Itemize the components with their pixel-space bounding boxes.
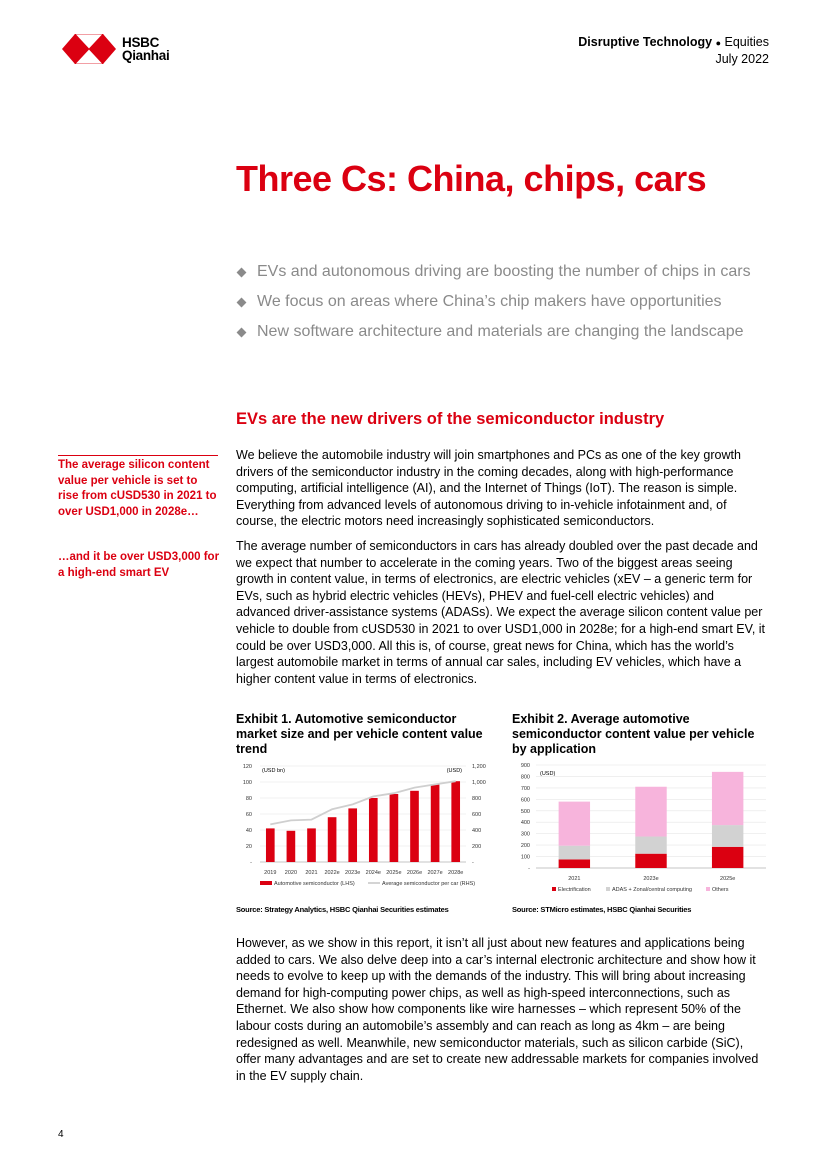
hsbc-logo [62,34,169,64]
brand-name [122,36,169,62]
left-tick-label: 40 [245,828,252,834]
y-tick-label: 100 [520,854,530,861]
exhibit1-chart [234,758,494,898]
left-tick-label: - [250,860,252,866]
exhibit2-source: Source: STMicro estimates, HSBC Qianhai Securities [512,905,692,914]
paragraph-1: We believe the automobile industry will join smartphones and PCs as one of the key growth drivers of the semiconductor industry in the coming decades, along with high-performance computing, artificial intelligence (AI), and the Internet of Things (IoT). The reason is simple. Everything from advanced levels of autonomous driving to in-vehicle infotainment and, of course, the electric motors need increasingly sophisticated semiconductors. [236,448,741,529]
diamond-bullet-icon [237,267,247,277]
legend-swatch-bars [260,881,272,885]
paragraph-2: The average number of semiconductors in cars has already doubled over the past decade and we expect that number to accelerate in the coming years. Two of the biggest areas seeing growth in content value, in terms of electronics, are electric vehicles (xEV – a generic term for EVs, such as hybrid electric vehicles (HEVs), PHEV and fuel-cell electric vehicles) and advanced driver-assistance systems (ADASs). We expect the average silicon content value per vehicle to double from cUSD530 in 2021 to over USD1,000 in 2028e; for a high-end smart EV, it could be over USD3,000. All this is, of course, great news for China, which has the world’s largest automobile market in terms of annual car sales, including EV vehicles, which have a higher content value in terms of electronics. [236,538,766,686]
x-tick-label: 2023e [345,870,361,876]
legend-swatch [552,887,556,891]
y-tick-label: - [528,866,530,872]
bar-others [712,772,743,825]
key-point-text: New software architecture and materials are changing the landscape [257,323,744,340]
x-tick-label: 2026e [406,870,423,876]
body-text-top [236,447,770,695]
legend-label-bars: Automotive semiconductor (LHS) [274,881,355,887]
bar-automotive-semiconductor [348,808,357,862]
bar-electrification [635,854,666,868]
left-axis-unit: (USD bn) [262,768,285,774]
x-tick-label: 2021 [568,876,581,882]
right-tick-label: 1,000 [472,780,486,786]
page-title: Three Cs: China, chips, cars [236,158,707,199]
section-heading: EVs are the new drivers of the semiconductor industry [236,410,665,428]
bar-adas-computing [712,825,743,847]
right-tick-label: 800 [472,796,482,802]
key-point [236,322,751,342]
line-average-semiconductor-per-car [270,781,455,824]
legend-label: ADAS + Zonal/central computing [612,887,692,893]
x-tick-label: 2028e [448,870,464,876]
y-tick-label: 700 [520,785,530,792]
bar-adas-computing [635,837,666,854]
bar-electrification [559,859,590,868]
right-tick-label: 200 [472,844,482,850]
x-tick-label: 2025e [386,870,402,876]
category: Equities [724,35,769,49]
key-point [236,292,751,312]
y-tick-label: 900 [520,763,530,769]
legend-label-line: Average semiconductor per car (RHS) [382,881,476,887]
right-tick-label: 600 [472,812,482,818]
report-date: July 2022 [715,52,769,66]
page-number: 4 [58,1129,64,1140]
y-tick-label: 500 [520,808,530,815]
bar-electrification [712,847,743,868]
y-tick-label: 300 [520,831,530,838]
bar-others [635,787,666,837]
left-tick-label: 20 [245,844,252,850]
paragraph-3: However, as we show in this report, it isn’t all just about new features and applications being added to cars. We also delve deep into a car’s internal electronic architecture and show how it needs to evolve to keep up with the demands of the industry. This will bring about increasing demand for high-computing power chips, as well as high-speed interconnections, such as Ethernet. We also show how components like wire harnesses – which represent 50% of the labour costs during an automobile’s assembly and can reach as long as 4km – are being redesigned as well. Meanwhile, new semiconductor materials, such as silicon carbide (SiC), offer many advantages and are set to create new addressable markets for companies involved in the EV supply chain. [236,936,759,1083]
y-tick-label: 400 [520,820,530,827]
report-header [578,34,769,67]
bar-automotive-semiconductor [307,828,316,862]
right-tick-label: 1,200 [472,764,486,770]
y-tick-label: 200 [520,843,530,850]
legend-swatch [706,887,710,891]
y-tick-label: 600 [520,797,530,804]
bar-automotive-semiconductor [390,794,399,862]
hexagon-icon [62,34,116,64]
left-tick-label: 60 [245,812,252,818]
right-axis-unit: (USD) [446,768,462,774]
bar-others [559,802,590,846]
series-name: Disruptive Technology [578,35,713,49]
bar-automotive-semiconductor [328,817,337,862]
bar-automotive-semiconductor [266,828,275,862]
key-point-text: EVs and autonomous driving are boosting the number of chips in cars [257,263,751,280]
bar-automotive-semiconductor [451,781,460,862]
diamond-bullet-icon [237,297,247,307]
left-tick-label: 100 [242,780,252,786]
separator-dot: ● [715,38,722,48]
legend-label: Others [712,887,729,893]
bar-automotive-semiconductor [369,798,378,862]
bar-automotive-semiconductor [287,831,296,862]
x-tick-label: 2019 [264,870,277,876]
exhibit1-source: Source: Strategy Analytics, HSBC Qianhai Securities estimates [236,905,449,914]
right-tick-label: - [472,860,474,866]
x-tick-label: 2020 [284,870,298,876]
left-tick-label: 120 [242,764,252,770]
key-point [236,262,751,282]
legend-swatch [606,887,610,891]
brand-line2: Qianhai [122,48,170,63]
bar-automotive-semiconductor [431,784,440,862]
exhibit1-title: Exhibit 1. Automotive semiconductor market size and per vehicle content value trend [236,712,483,756]
x-tick-label: 2024e [365,870,381,876]
x-tick-label: 2027e [427,870,443,876]
bar-automotive-semiconductor [410,791,419,862]
x-tick-label: 2025e [720,876,736,882]
exhibit2-title: Exhibit 2. Average automotive semiconductor content value per vehicle by application [512,712,755,756]
sidebar-note-2: …and it be over USD3,000 for a high-end smart EV [58,551,220,579]
sidebar-divider [58,455,218,456]
y-axis-unit: (USD) [540,771,556,777]
brand-line1: HSBC [122,35,160,50]
x-tick-label: 2023e [643,876,659,882]
right-tick-label: 400 [472,828,482,834]
sidebar-note-1: The average silicon content value per vehicle is set to rise from cUSD530 in 2021 to over USD1,000 in 2028e… [58,459,217,518]
body-text-bottom [236,935,770,1092]
x-tick-label: 2021 [305,870,318,876]
y-tick-label: 800 [520,774,530,781]
diamond-bullet-icon [237,327,247,337]
key-points [236,262,751,352]
exhibit2-chart [510,758,772,898]
key-point-text: We focus on areas where China’s chip makers have opportunities [257,293,722,310]
bar-adas-computing [559,846,590,860]
left-tick-label: 80 [245,796,252,802]
x-tick-label: 2022e [324,870,340,876]
legend-label: Electrification [558,887,591,893]
